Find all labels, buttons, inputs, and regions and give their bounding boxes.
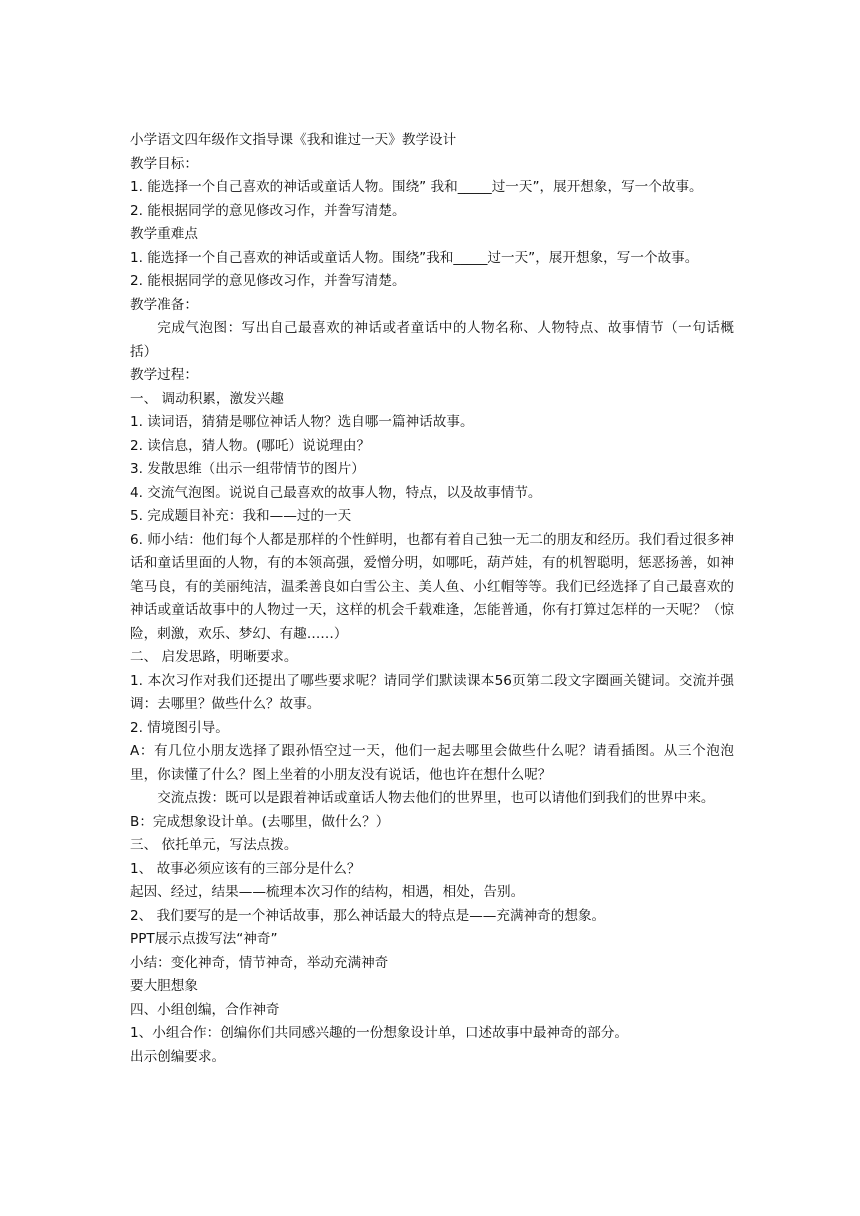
section2-tip: 交流点拨：既可以是跟着神话或童话人物去他们的世界里，也可以请他们到我们的世界中来。 — [157, 790, 715, 806]
preparation-text: 完成气泡图：写出自己最喜欢的神话或者童话中的人物名称、人物特点、故事情节（一句话概括） — [130, 320, 734, 360]
section4-heading: 四、小组创编，合作神奇 — [130, 1001, 280, 1018]
teaching-goals-heading: 教学目标： — [130, 155, 198, 172]
document-body — [130, 129, 734, 1069]
teaching-goal-item: 1. 能选择一个自己喜欢的神话或童话人物。围绕” 我和_____过一天”，展开想象，写一个故事。 — [130, 179, 703, 195]
section2-item: 2. 情境图引导。 — [130, 719, 229, 736]
key-points-heading: 教学重难点 — [130, 226, 198, 242]
section1-heading: 一、 调动积累，激发兴趣 — [130, 390, 284, 407]
section2-option-a: A：有几位小朋友选择了跟孙悟空过一天，他们一起去哪里会做些什么呢？请看插图。从三个泡泡里，你读懂了什么？图上坐着的小朋友没有说话，他也许在想什么呢？ — [130, 743, 734, 783]
section4-item: 1、小组合作：创编你们共同感兴趣的一份想象设计单，口述故事中最神奇的部分。 — [130, 1025, 629, 1041]
section3-emphasis: 要大胆想象 — [130, 978, 198, 994]
section3-ppt-note: PPT展示点拨写法“神奇” — [130, 931, 278, 947]
section2-heading: 二、 启发思路，明晰要求。 — [130, 649, 298, 665]
section3-summary: 小结：变化神奇，情节神奇，举动充满神奇 — [130, 954, 389, 971]
section1-summary: 6. 师小结：他们每个人都是那样的个性鲜明，也都有着自己独一无二的朋友和经历。我们看过很多神话和童话里面的人物，有的本领高强，爱憎分明，如哪吒，葫芦娃，有的机智聪明，惩恶扬善，如神笔马良，有的美丽纯洁，温柔善良如白雪公主、美人鱼、小红帽等等。我们已经选择了自己最喜欢的神话或童话故事中的人物过一天，这样的机会千载难逢，怎能普通，你有打算过怎样的一天呢？（惊险，刺激，欢乐、梦幻、有趣……） — [130, 531, 734, 642]
teaching-goal-item: 2. 能根据同学的意见修改习作，并誊写清楚。 — [130, 202, 406, 219]
section3-answer: 起因、经过，结果——梳理本次习作的结构，相遇，相处，告别。 — [130, 884, 525, 900]
section1-item: 2. 读信息，猜人物。(哪吒）说说理由？ — [130, 437, 371, 454]
section1-item: 5. 完成题目补充：我和——过的一天 — [130, 508, 352, 524]
section1-item: 1. 读词语，猜猜是哪位神话人物？选自哪一篇神话故事。 — [130, 414, 474, 430]
document-title: 小学语文四年级作文指导课《我和谁过一天》教学设计 — [130, 132, 457, 148]
section1-item: 3. 发散思维（出示一组带情节的图片） — [130, 461, 365, 477]
section2-option-b: B：完成想象设计单。(去哪里，做什么？） — [130, 813, 390, 830]
section3-question: 2、 我们要写的是一个神话故事，那么神话最大的特点是——充满神奇的想象。 — [130, 907, 606, 924]
section3-heading: 三、 依托单元，写法点拨。 — [130, 837, 298, 853]
preparation-heading: 教学准备： — [130, 296, 198, 313]
section2-item: 1. 本次习作对我们还提出了哪些要求呢？请同学们默读课本56页第二段文字圈画关键词。交流并强调：去哪里？做些什么？故事。 — [130, 672, 734, 712]
process-heading: 教学过程： — [130, 367, 198, 383]
key-point-item: 1. 能选择一个自己喜欢的神话或童话人物。围绕”我和_____过一天”，展开想象，写一个故事。 — [130, 249, 699, 266]
section4-show: 出示创编要求。 — [130, 1048, 226, 1065]
key-point-item: 2. 能根据同学的意见修改习作，并誊写清楚。 — [130, 273, 406, 289]
section1-item: 4. 交流气泡图。说说自己最喜欢的故事人物，特点，以及故事情节。 — [130, 484, 542, 501]
section3-question: 1、 故事必须应该有的三部分是什么？ — [130, 860, 361, 877]
